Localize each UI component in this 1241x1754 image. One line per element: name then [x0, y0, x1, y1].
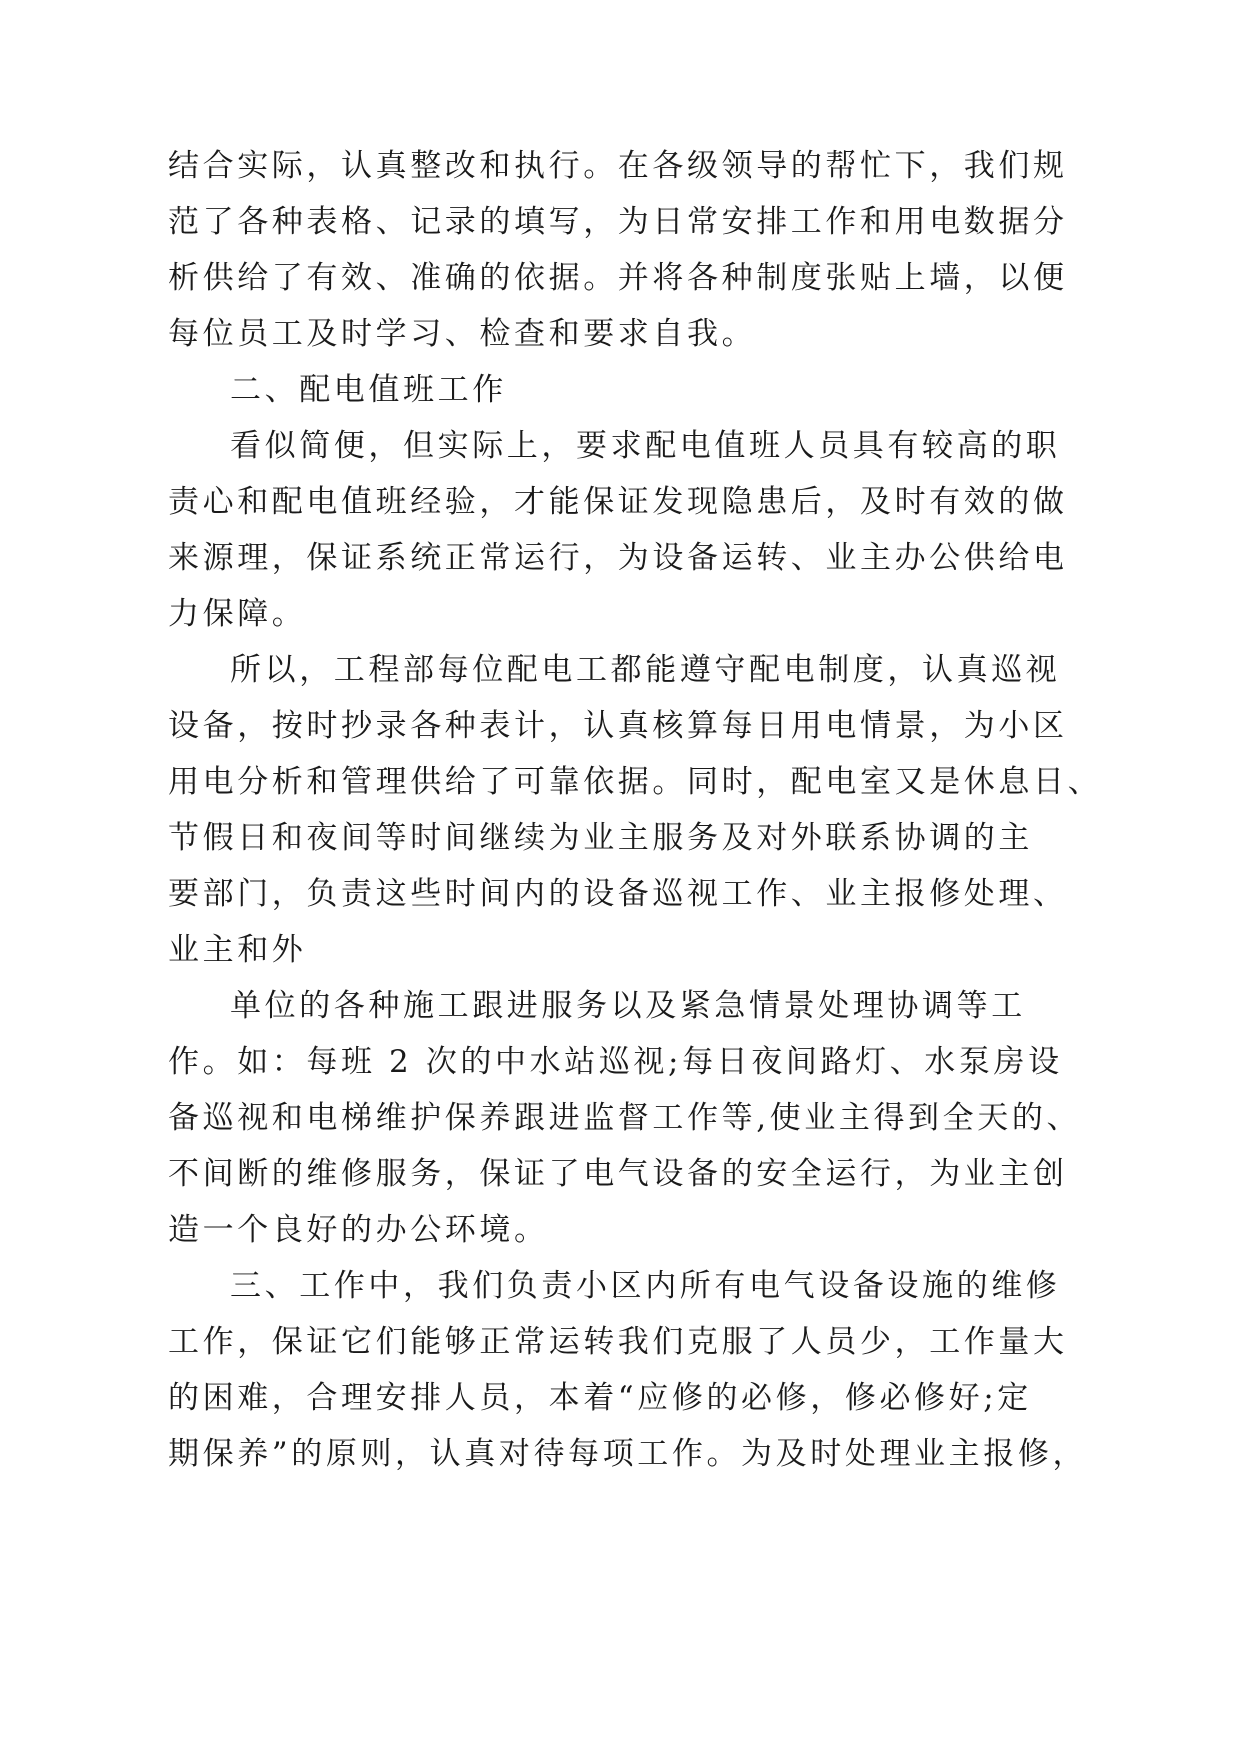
section-heading-2: 二、配电值班工作	[230, 372, 507, 408]
paragraph-4-line-3: 备巡视和电梯维护保养跟进监督工作等,使业主得到全天的、	[168, 1100, 1082, 1136]
paragraph-2-line-2: 责心和配电值班经验，才能保证发现隐患后，及时有效的做	[168, 484, 1068, 520]
paragraph-3-line-5: 要部门，负责这些时间内的设备巡视工作、业主报修处理、	[168, 876, 1068, 912]
paragraph-2-line-1: 看似简便，但实际上，要求配电值班人员具有较高的职	[230, 428, 1061, 464]
paragraph-5-line-4: 期保养”的原则，认真对待每项工作。为及时处理业主报修，	[168, 1436, 1088, 1472]
paragraph-3-line-2: 设备，按时抄录各种表计，认真核算每日用电情景，为小区	[168, 708, 1068, 744]
paragraph-1-line-3: 析供给了有效、准确的依据。并将各种制度张贴上墙，以便	[168, 260, 1068, 296]
paragraph-1-line-4: 每位员工及时学习、检查和要求自我。	[168, 316, 757, 352]
paragraph-2-line-4: 力保障。	[168, 596, 307, 632]
paragraph-4-line-4: 不间断的维修服务，保证了电气设备的安全运行，为业主创	[168, 1156, 1068, 1192]
paragraph-5-line-3: 的困难，合理安排人员，本着“应修的必修，修必修好;定	[168, 1380, 1032, 1416]
paragraph-1-line-2: 范了各种表格、记录的填写，为日常安排工作和用电数据分	[168, 204, 1068, 240]
paragraph-3-line-4: 节假日和夜间等时间继续为业主服务及对外联系协调的主	[168, 820, 1033, 856]
paragraph-3-line-6: 业主和外	[168, 932, 307, 968]
paragraph-3-line-1: 所以，工程部每位配电工都能遵守配电制度，认真巡视	[230, 652, 1061, 688]
paragraph-2-line-3: 来源理，保证系统正常运行，为设备运转、业主办公供给电	[168, 540, 1068, 576]
paragraph-4-line-2: 作。如：每班 2 次的中水站巡视;每日夜间路灯、水泵房设	[168, 1044, 1063, 1080]
paragraph-4-line-5: 造一个良好的办公环境。	[168, 1212, 549, 1248]
paragraph-5-line-2: 工作，保证它们能够正常运转我们克服了人员少，工作量大	[168, 1324, 1068, 1360]
paragraph-1-line-1: 结合实际，认真整改和执行。在各级领导的帮忙下，我们规	[168, 148, 1068, 184]
paragraph-4-line-1: 单位的各种施工跟进服务以及紧急情景处理协调等工	[230, 988, 1026, 1024]
paragraph-3-line-3: 用电分析和管理供给了可靠依据。同时，配电室又是休息日、	[168, 764, 1103, 800]
paragraph-5-line-1: 三、工作中，我们负责小区内所有电气设备设施的维修	[230, 1268, 1061, 1304]
